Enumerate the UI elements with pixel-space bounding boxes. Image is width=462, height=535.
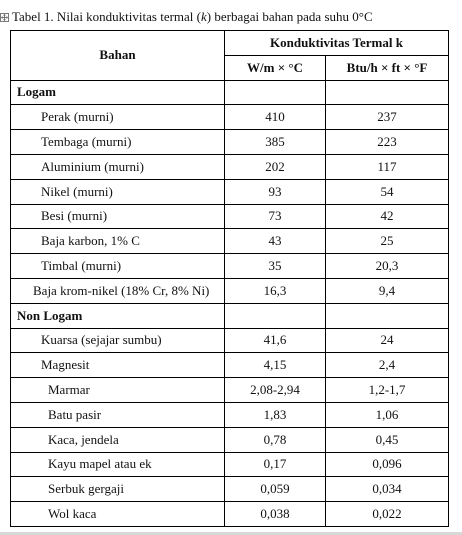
table-row (11, 378, 449, 403)
value-si: 2,08-2,94 (225, 378, 326, 403)
value-si: 43 (225, 229, 326, 254)
empty-cell (225, 303, 326, 328)
material-name: Aluminium (murni) (11, 154, 225, 179)
table-header-row (11, 31, 449, 56)
header-unit-si: W/m × °C (225, 55, 326, 80)
empty-cell (225, 80, 326, 105)
value-imperial: 9,4 (326, 278, 449, 303)
value-imperial: 24 (326, 328, 449, 353)
header-unit-imperial: Btu/h × ft × °F (326, 55, 449, 80)
table-row (11, 154, 449, 179)
table-row (11, 254, 449, 279)
table-row (11, 353, 449, 378)
material-name: Nikel (murni) (11, 179, 225, 204)
value-si: 4,15 (225, 353, 326, 378)
value-imperial: 117 (326, 154, 449, 179)
value-si: 93 (225, 179, 326, 204)
value-si: 41,6 (225, 328, 326, 353)
table-row (11, 427, 449, 452)
material-name: Kaca, jendela (11, 427, 225, 452)
value-si: 202 (225, 154, 326, 179)
value-si: 0,78 (225, 427, 326, 452)
value-imperial: 237 (326, 105, 449, 130)
material-name: Serbuk gergaji (11, 477, 225, 502)
value-imperial: 20,3 (326, 254, 449, 279)
material-name: Marmar (11, 378, 225, 403)
table-row (11, 105, 449, 130)
value-si: 35 (225, 254, 326, 279)
table-row (11, 328, 449, 353)
caption-symbol-k: k (201, 9, 207, 24)
value-imperial: 0,022 (326, 502, 449, 527)
value-imperial: 25 (326, 229, 449, 254)
material-name: Batu pasir (11, 402, 225, 427)
value-imperial: 1,06 (326, 402, 449, 427)
material-name: Baja krom-nikel (18% Cr, 8% Ni) (11, 278, 225, 303)
value-si: 73 (225, 204, 326, 229)
table-row (11, 179, 449, 204)
caption-text-end: ) berbagai bahan pada suhu 0°C (206, 9, 373, 24)
conductivity-table (10, 30, 449, 527)
value-si: 410 (225, 105, 326, 130)
table-row (11, 477, 449, 502)
material-name: Tembaga (murni) (11, 130, 225, 155)
value-imperial: 223 (326, 130, 449, 155)
section-title: Non Logam (11, 303, 225, 328)
table-caption (12, 9, 373, 25)
table-row (11, 278, 449, 303)
header-material: Bahan (11, 31, 225, 81)
table-row (11, 229, 449, 254)
material-name: Kuarsa (sejajar sumbu) (11, 328, 225, 353)
table-row (11, 204, 449, 229)
value-imperial: 1,2-1,7 (326, 378, 449, 403)
section-title: Logam (11, 80, 225, 105)
caption-text-start: Tabel 1. Nilai konduktivitas termal ( (12, 9, 201, 24)
material-name: Baja karbon, 1% C (11, 229, 225, 254)
material-name: Timbal (murni) (11, 254, 225, 279)
material-name: Perak (murni) (11, 105, 225, 130)
material-name: Besi (murni) (11, 204, 225, 229)
empty-cell (326, 303, 449, 328)
move-arrows-icon (1, 14, 8, 21)
empty-cell (326, 80, 449, 105)
value-si: 0,17 (225, 452, 326, 477)
value-si: 1,83 (225, 402, 326, 427)
header-conductivity: Konduktivitas Termal k (225, 31, 449, 56)
value-imperial: 2,4 (326, 353, 449, 378)
material-name: Kayu mapel atau ek (11, 452, 225, 477)
value-imperial: 0,096 (326, 452, 449, 477)
section-row (11, 80, 449, 105)
material-name: Wol kaca (11, 502, 225, 527)
value-imperial: 54 (326, 179, 449, 204)
table-row (11, 130, 449, 155)
table-row (11, 452, 449, 477)
section-row (11, 303, 449, 328)
table-row (11, 402, 449, 427)
value-si: 385 (225, 130, 326, 155)
table-row (11, 502, 449, 527)
table-move-handle[interactable] (0, 13, 9, 22)
value-imperial: 0,45 (326, 427, 449, 452)
value-si: 0,059 (225, 477, 326, 502)
table-body (11, 80, 449, 526)
value-si: 0,038 (225, 502, 326, 527)
material-name: Magnesit (11, 353, 225, 378)
value-si: 16,3 (225, 278, 326, 303)
value-imperial: 0,034 (326, 477, 449, 502)
value-imperial: 42 (326, 204, 449, 229)
